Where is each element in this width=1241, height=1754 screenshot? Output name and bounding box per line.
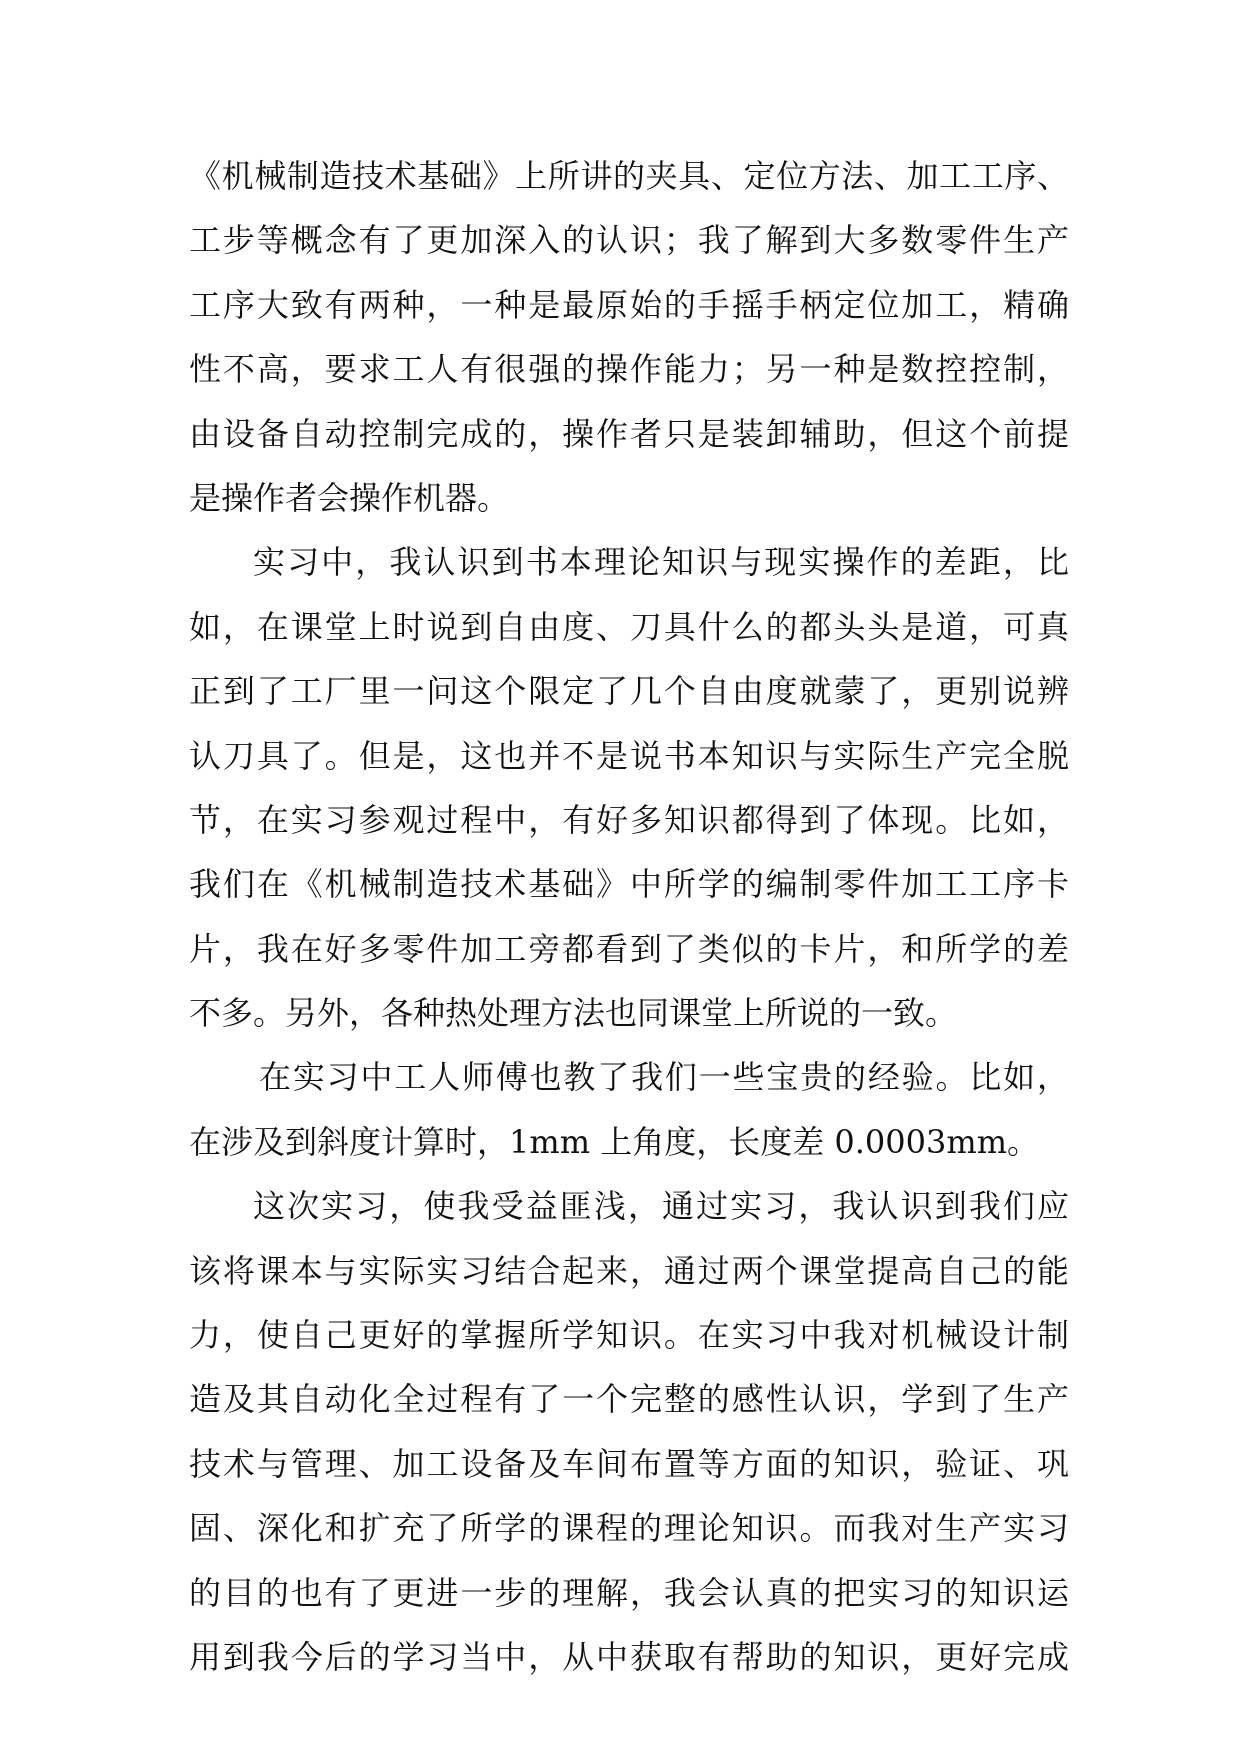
text-line: 性不高，要求工人有很强的操作能力；另一种是数控控制，: [189, 350, 1069, 389]
text-line: 认刀具了。但是，这也并不是说书本知识与实际生产完全脱: [189, 736, 1069, 775]
text-line: 固、深化和扩充了所学的课程的理论知识。而我对生产实习: [189, 1509, 1069, 1548]
text-line: 如，在课堂上时说到自由度、刀具什么的都头头是道，可真: [189, 607, 1069, 646]
text-line: 不多。另外，各种热处理方法也同课堂上所说的一致。: [189, 994, 958, 1033]
text-line: 由设备自动控制完成的，操作者只是装卸辅助，但这个前提: [189, 414, 1069, 453]
text-line: 力，使自己更好的掌握所学知识。在实习中我对机械设计制: [189, 1316, 1069, 1355]
text-line: 是操作者会操作机器。: [189, 478, 510, 517]
text-line: 在涉及到斜度计算时，1mm 上角度，长度差 0.0003mm。: [189, 1122, 1040, 1161]
body-text: [189, 144, 1069, 1689]
text-line: 在实习中工人师傅也教了我们一些宝贵的经验。比如，: [259, 1058, 1069, 1097]
text-line: 工序大致有两种，一种是最原始的手摇手柄定位加工，精确: [189, 285, 1069, 324]
text-line: 这次实习，使我受益匪浅，通过实习，我认识到我们应: [253, 1187, 1069, 1226]
text-line: 实习中，我认识到书本理论知识与现实操作的差距，比: [253, 543, 1069, 582]
text-line: 片，我在好多零件加工旁都看到了类似的卡片，和所学的差: [189, 929, 1069, 968]
text-line: 工步等概念有了更加深入的认识；我了解到大多数零件生产: [189, 221, 1069, 260]
text-line: 《机械制造技术基础》上所讲的夹具、定位方法、加工工序、: [189, 157, 1069, 195]
text-line: 节，在实习参观过程中，有好多知识都得到了体现。比如，: [189, 800, 1069, 839]
text-line: 该将课本与实际实习结合起来，通过两个课堂提高自己的能: [189, 1251, 1069, 1290]
text-line: 正到了工厂里一问这个限定了几个自由度就蒙了，更别说辨: [189, 672, 1069, 711]
text-line: 我们在《机械制造技术基础》中所学的编制零件加工工序卡: [189, 865, 1069, 904]
text-line: 技术与管理、加工设备及车间布置等方面的知识，验证、巩: [189, 1444, 1069, 1483]
text-line: 的目的也有了更进一步的理解，我会认真的把实习的知识运: [189, 1573, 1069, 1612]
text-line: 造及其自动化全过程有了一个完整的感性认识，学到了生产: [189, 1380, 1069, 1419]
text-line: 用到我今后的学习当中，从中获取有帮助的知识，更好完成: [189, 1637, 1069, 1676]
